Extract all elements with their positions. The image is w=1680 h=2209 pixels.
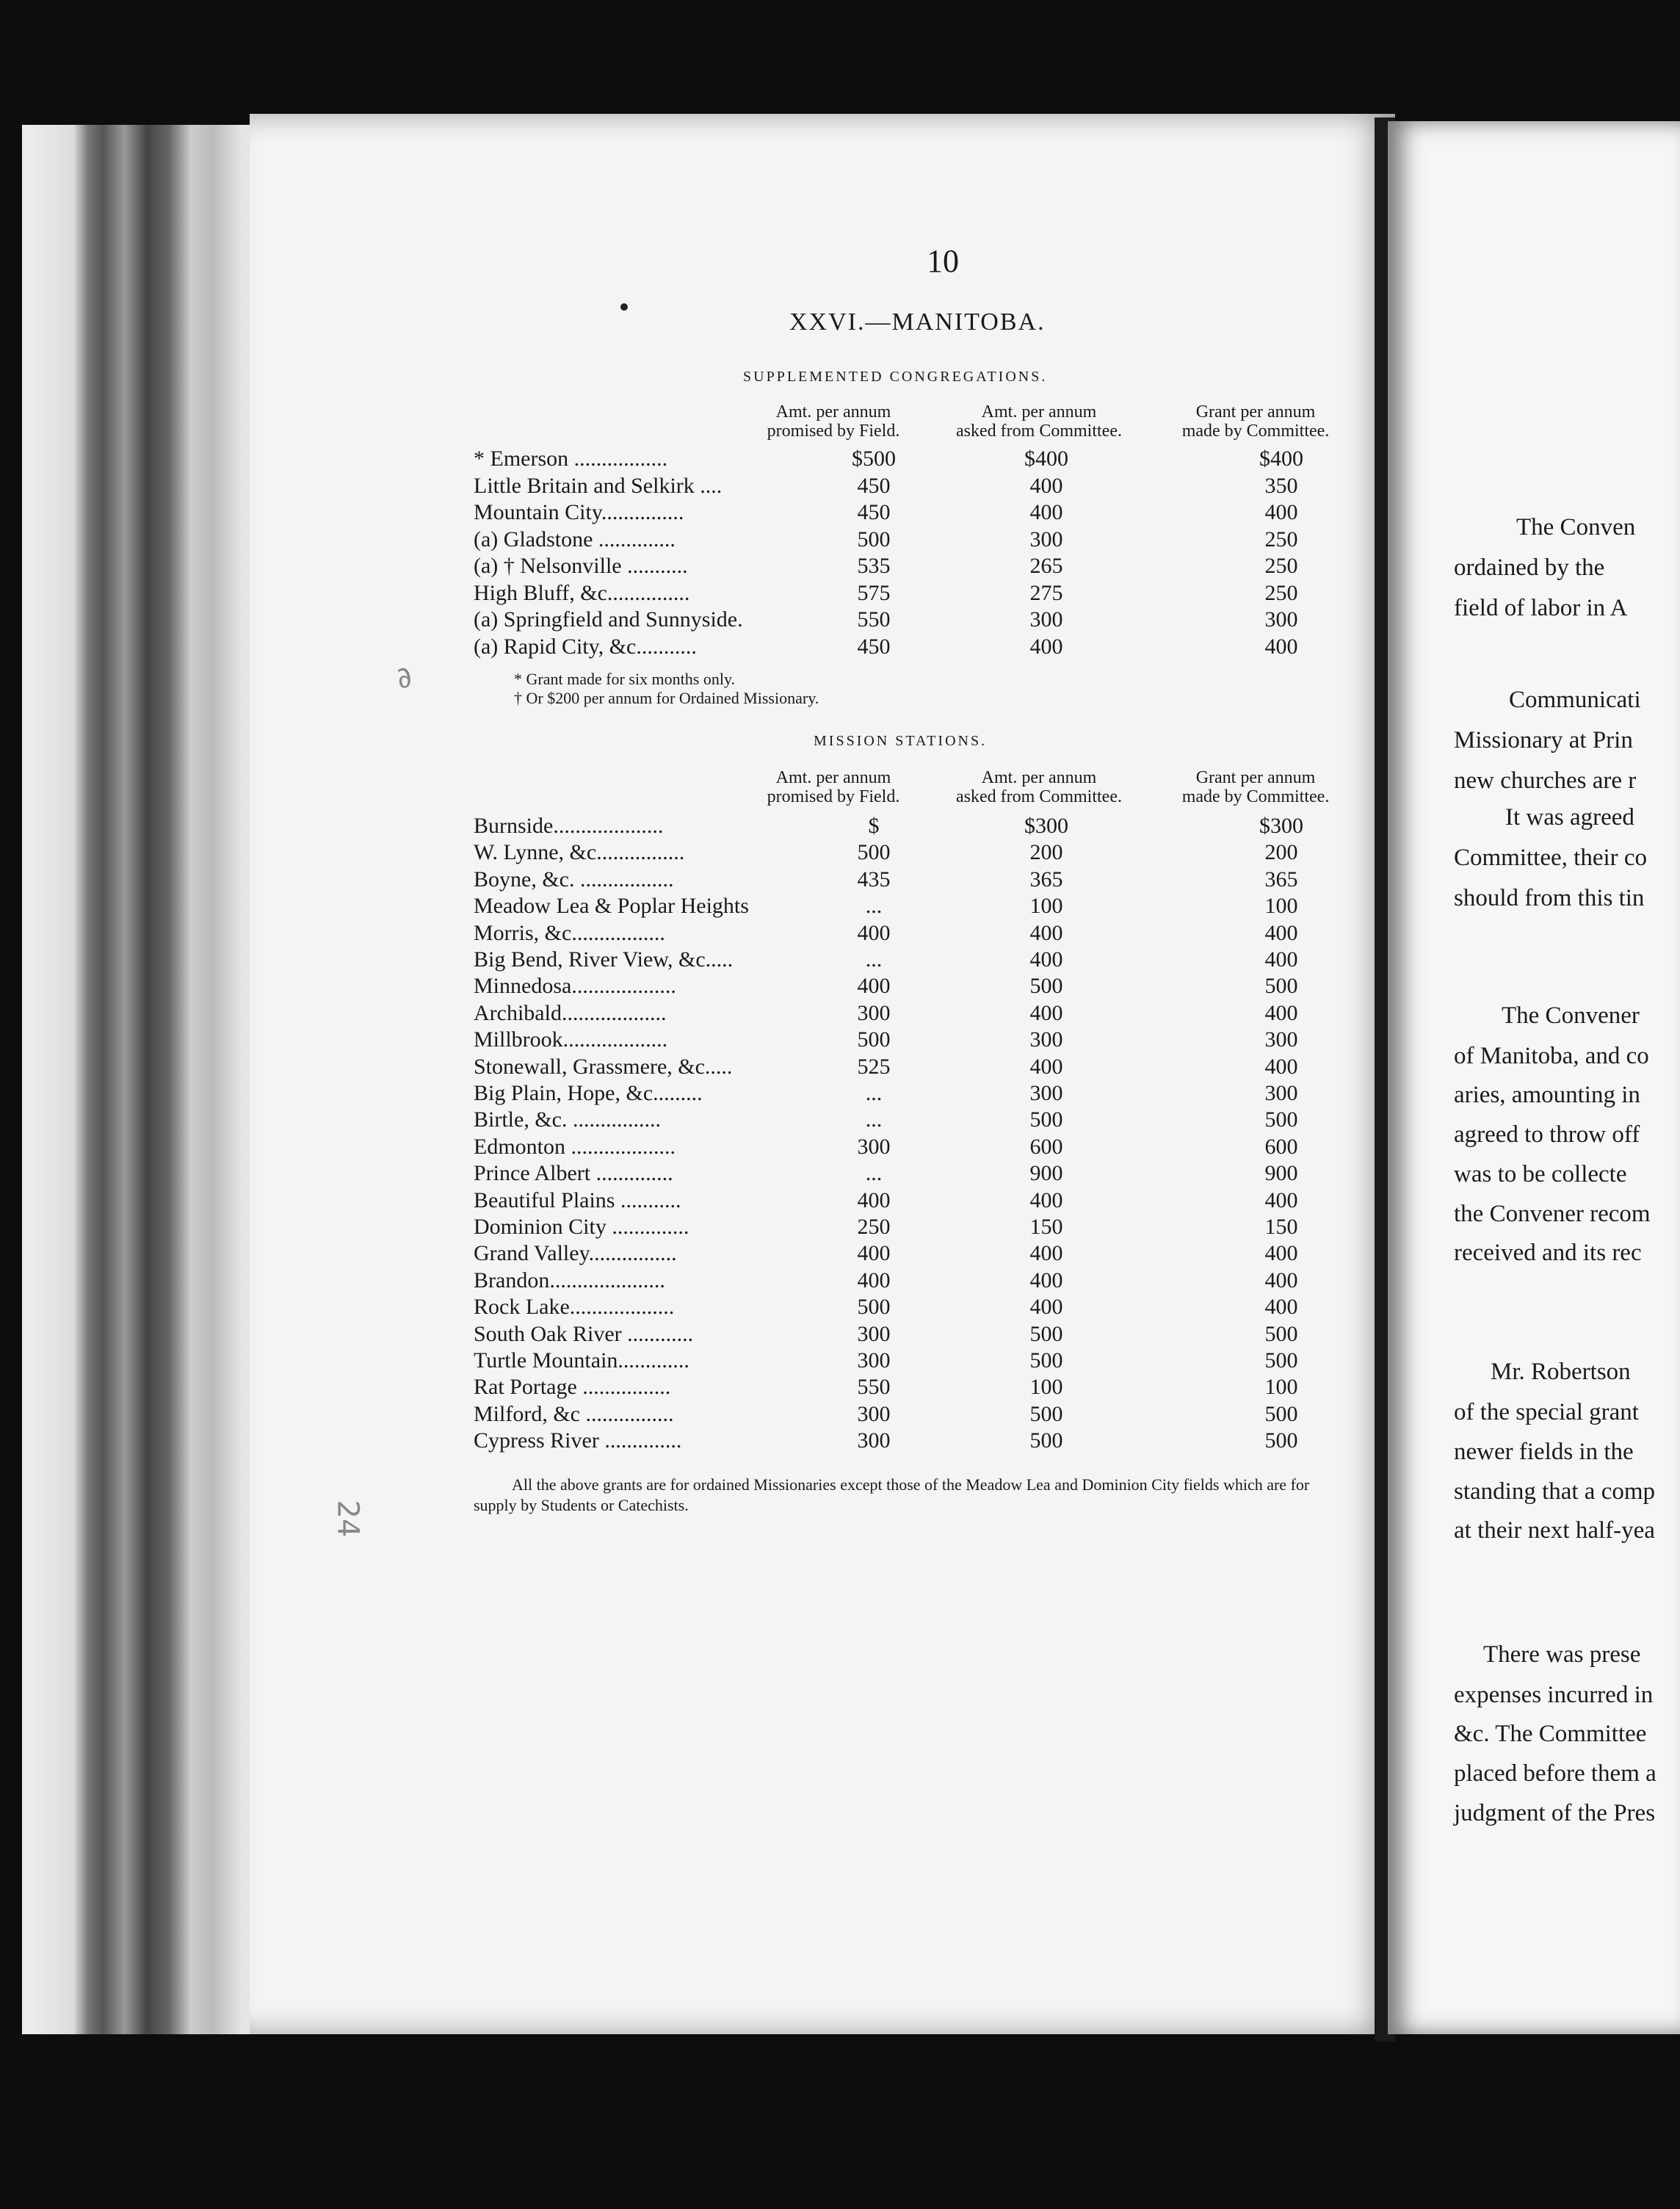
row-asked-from-committee: 400	[1029, 1054, 1063, 1079]
row-field-name: (a) Gladstone ..............	[474, 527, 676, 552]
row-promised-by-field: ...	[865, 1107, 883, 1132]
row-asked-from-committee: 365	[1029, 867, 1063, 892]
row-asked-from-committee: 200	[1029, 840, 1063, 865]
right-page-line: newer fields in the	[1454, 1439, 1634, 1465]
row-promised-by-field: 550	[857, 607, 891, 632]
row-granted-by-committee: 250	[1264, 554, 1298, 578]
row-field-name: Edmonton ...................	[474, 1134, 676, 1159]
right-page-line: aries, amounting in	[1454, 1082, 1640, 1108]
row-field-name: Rat Portage ................	[474, 1375, 671, 1400]
col-header-line: made by Committee.	[1181, 422, 1330, 441]
row-asked-from-committee: $300	[1024, 814, 1068, 838]
row-field-name: Big Plain, Hope, &c.........	[474, 1081, 703, 1105]
row-granted-by-committee: 500	[1264, 974, 1298, 999]
row-asked-from-committee: 500	[1029, 1428, 1063, 1453]
row-asked-from-committee: 275	[1029, 580, 1063, 605]
row-field-name: Rock Lake...................	[474, 1295, 675, 1320]
row-promised-by-field: 500	[857, 1295, 891, 1320]
supplemented-col3-header	[1156, 402, 1355, 441]
row-field-name: Big Bend, River View, &c.....	[474, 947, 734, 972]
footnote-asterisk: * Grant made for six months only.	[514, 670, 736, 688]
right-page-line: There was prese	[1483, 1641, 1641, 1668]
supplemented-heading: SUPPLEMENTED CONGREGATIONS.	[743, 369, 1048, 385]
col-header-line: Amt. per annum	[981, 402, 1097, 422]
row-asked-from-committee: 600	[1029, 1134, 1063, 1159]
row-granted-by-committee: 500	[1264, 1107, 1298, 1132]
row-asked-from-committee: 400	[1029, 1295, 1063, 1320]
row-granted-by-committee: 100	[1264, 1375, 1298, 1400]
row-granted-by-committee: 300	[1264, 1027, 1298, 1052]
right-page-line: Communicati	[1509, 687, 1641, 713]
row-granted-by-committee: 400	[1264, 1241, 1298, 1266]
row-asked-from-committee: 400	[1029, 1187, 1063, 1212]
ink-spot	[620, 303, 628, 311]
row-promised-by-field: 525	[857, 1054, 891, 1079]
row-asked-from-committee: 100	[1029, 1375, 1063, 1400]
row-promised-by-field: 400	[857, 1268, 891, 1292]
row-asked-from-committee: 150	[1029, 1215, 1063, 1239]
row-field-name: (a) Springfield and Sunnyside.	[474, 607, 743, 632]
col-header-line: Grant per annum	[1195, 402, 1316, 422]
row-promised-by-field: 400	[857, 1187, 891, 1212]
col-header-line: Amt. per annum	[775, 402, 891, 422]
row-field-name: Meadow Lea & Poplar Heights	[474, 894, 749, 919]
row-granted-by-committee: 900	[1264, 1161, 1298, 1186]
row-field-name: Cypress River ..............	[474, 1428, 682, 1453]
col-header-line: Grant per annum	[1195, 768, 1316, 787]
row-field-name: Brandon.....................	[474, 1268, 665, 1292]
row-promised-by-field: 400	[857, 920, 891, 945]
row-field-name: Milford, &c ................	[474, 1401, 674, 1426]
row-granted-by-committee: 300	[1264, 1081, 1298, 1105]
row-asked-from-committee: 400	[1029, 634, 1063, 659]
row-granted-by-committee: 365	[1264, 867, 1298, 892]
col-header-line: asked from Committee.	[956, 787, 1122, 806]
row-promised-by-field: 435	[857, 867, 891, 892]
col-header-line: Amt. per annum	[775, 768, 891, 787]
col-header-line: promised by Field.	[767, 422, 900, 441]
row-asked-from-committee: 400	[1029, 1268, 1063, 1292]
row-promised-by-field: 300	[857, 1428, 891, 1453]
row-granted-by-committee: 300	[1264, 607, 1298, 632]
row-field-name: W. Lynne, &c................	[474, 840, 685, 865]
row-promised-by-field: 450	[857, 473, 891, 498]
row-granted-by-committee: 350	[1264, 473, 1298, 498]
row-field-name: Grand Valley................	[474, 1241, 677, 1266]
row-asked-from-committee: $400	[1024, 446, 1068, 471]
right-page-line: received and its rec	[1454, 1240, 1642, 1266]
mission-col3-header	[1156, 768, 1355, 806]
row-field-name: Minnedosa...................	[474, 974, 676, 999]
right-page-line: at their next half-yea	[1454, 1517, 1655, 1544]
row-granted-by-committee: 400	[1264, 500, 1298, 524]
footnote-dagger: † Or $200 per annum for Ordained Missionary.	[514, 689, 819, 707]
row-promised-by-field: 400	[857, 974, 891, 999]
col-header-line: asked from Committee.	[956, 422, 1122, 441]
row-asked-from-committee: 400	[1029, 920, 1063, 945]
row-granted-by-committee: 500	[1264, 1348, 1298, 1373]
row-promised-by-field: 300	[857, 1348, 891, 1373]
row-asked-from-committee: 400	[1029, 1000, 1063, 1025]
right-page-line: &c. The Committee	[1454, 1721, 1647, 1747]
supplemented-col1-header	[742, 402, 925, 441]
row-promised-by-field: 400	[857, 1241, 891, 1266]
row-promised-by-field: 300	[857, 1401, 891, 1426]
row-granted-by-committee: 250	[1264, 527, 1298, 552]
row-promised-by-field: $	[868, 814, 880, 838]
row-field-name: Birtle, &c. ................	[474, 1107, 661, 1132]
right-page-line: of Manitoba, and co	[1454, 1043, 1649, 1069]
row-asked-from-committee: 300	[1029, 527, 1063, 552]
row-asked-from-committee: 265	[1029, 554, 1063, 578]
row-asked-from-committee: 500	[1029, 1348, 1063, 1373]
row-field-name: (a) † Nelsonville ...........	[474, 554, 688, 578]
row-asked-from-committee: 500	[1029, 1401, 1063, 1426]
row-asked-from-committee: 400	[1029, 500, 1063, 524]
row-granted-by-committee: 500	[1264, 1401, 1298, 1426]
supplemented-col2-header	[933, 402, 1145, 441]
row-granted-by-committee: 150	[1264, 1215, 1298, 1239]
right-page-line: Committee, their co	[1454, 845, 1648, 871]
row-granted-by-committee: 400	[1264, 634, 1298, 659]
row-field-name: Archibald...................	[474, 1000, 667, 1025]
right-page-line: new churches are r	[1454, 767, 1637, 794]
col-header-line: made by Committee.	[1181, 787, 1330, 806]
row-granted-by-committee: 400	[1264, 920, 1298, 945]
col-header-line: Amt. per annum	[981, 768, 1097, 787]
row-granted-by-committee: 600	[1264, 1134, 1298, 1159]
right-page-line: standing that a comp	[1454, 1478, 1656, 1505]
row-promised-by-field: 500	[857, 527, 891, 552]
row-field-name: Stonewall, Grassmere, &c.....	[474, 1054, 733, 1079]
row-granted-by-committee: $400	[1259, 446, 1303, 471]
row-field-name: (a) Rapid City, &c...........	[474, 634, 697, 659]
pencil-mark: 24	[330, 1500, 365, 1538]
right-page-line: Mr. Robertson	[1491, 1359, 1631, 1385]
row-field-name: Little Britain and Selkirk ....	[474, 473, 723, 498]
row-promised-by-field: 535	[857, 554, 891, 578]
row-field-name: Beautiful Plains ...........	[474, 1187, 681, 1212]
row-granted-by-committee: $300	[1259, 814, 1303, 838]
row-promised-by-field: ...	[865, 947, 883, 972]
row-field-name: Dominion City ..............	[474, 1215, 689, 1239]
row-asked-from-committee: 500	[1029, 1321, 1063, 1346]
row-field-name: * Emerson .................	[474, 446, 668, 471]
row-granted-by-committee: 400	[1264, 1295, 1298, 1320]
right-page-line: the Convener recom	[1454, 1201, 1651, 1227]
row-promised-by-field: 450	[857, 634, 891, 659]
row-promised-by-field: ...	[865, 1161, 883, 1186]
right-page-line: ordained by the	[1454, 554, 1605, 581]
row-promised-by-field: 500	[857, 1027, 891, 1052]
row-asked-from-committee: 400	[1029, 947, 1063, 972]
row-asked-from-committee: 300	[1029, 607, 1063, 632]
row-field-name: Burnside....................	[474, 814, 664, 838]
mission-col2-header	[933, 768, 1145, 806]
right-page-line: The Conven	[1516, 514, 1636, 540]
row-granted-by-committee: 500	[1264, 1428, 1298, 1453]
row-field-name: Morris, &c.................	[474, 920, 665, 945]
row-promised-by-field: 550	[857, 1375, 891, 1400]
right-page-line: placed before them a	[1454, 1760, 1657, 1787]
right-page-line: judgment of the Pres	[1454, 1800, 1656, 1826]
row-asked-from-committee: 100	[1029, 894, 1063, 919]
right-page-line: was to be collecte	[1454, 1161, 1627, 1187]
row-field-name: Boyne, &c. .................	[474, 867, 674, 892]
row-promised-by-field: 300	[857, 1134, 891, 1159]
row-granted-by-committee: 400	[1264, 947, 1298, 972]
right-page-line: Missionary at Prin	[1454, 727, 1633, 753]
row-field-name: Turtle Mountain.............	[474, 1348, 689, 1373]
row-field-name: South Oak River ............	[474, 1321, 694, 1346]
row-promised-by-field: 575	[857, 580, 891, 605]
row-granted-by-committee: 100	[1264, 894, 1298, 919]
row-promised-by-field: 450	[857, 500, 891, 524]
right-page-line: expenses incurred in	[1454, 1682, 1654, 1708]
row-granted-by-committee: 200	[1264, 840, 1298, 865]
page-title: XXVI.—MANITOBA.	[789, 308, 1046, 336]
right-page-line: agreed to throw off	[1454, 1121, 1640, 1148]
row-granted-by-committee: 400	[1264, 1187, 1298, 1212]
right-page-line: of the special grant	[1454, 1399, 1639, 1425]
row-promised-by-field: ...	[865, 1081, 883, 1105]
row-granted-by-committee: 250	[1264, 580, 1298, 605]
row-asked-from-committee: 400	[1029, 473, 1063, 498]
right-page-line: field of labor in A	[1454, 595, 1628, 621]
row-promised-by-field: ...	[865, 894, 883, 919]
row-granted-by-committee: 400	[1264, 1054, 1298, 1079]
right-page-line: The Convener	[1502, 1002, 1640, 1029]
row-asked-from-committee: 400	[1029, 1241, 1063, 1266]
pencil-mark: ∂	[391, 659, 417, 697]
row-field-name: Mountain City...............	[474, 500, 684, 524]
row-promised-by-field: 300	[857, 1321, 891, 1346]
row-promised-by-field: 500	[857, 840, 891, 865]
col-header-line: promised by Field.	[767, 787, 900, 806]
row-field-name: Prince Albert ..............	[474, 1161, 673, 1186]
row-granted-by-committee: 500	[1264, 1321, 1298, 1346]
row-field-name: Millbrook...................	[474, 1027, 668, 1052]
row-granted-by-committee: 400	[1264, 1000, 1298, 1025]
right-page-line: It was agreed	[1505, 804, 1634, 831]
mission-col1-header	[742, 768, 925, 806]
book-page-edges	[22, 125, 257, 2034]
row-promised-by-field: 300	[857, 1000, 891, 1025]
row-asked-from-committee: 300	[1029, 1081, 1063, 1105]
page-number: 10	[927, 243, 959, 279]
row-asked-from-committee: 500	[1029, 974, 1063, 999]
mission-heading: MISSION STATIONS.	[814, 733, 988, 749]
row-promised-by-field: $500	[852, 446, 896, 471]
row-asked-from-committee: 300	[1029, 1027, 1063, 1052]
row-field-name: High Bluff, &c...............	[474, 580, 690, 605]
row-asked-from-committee: 500	[1029, 1107, 1063, 1132]
grants-footnote: All the above grants are for ordained Missionaries except those of the Meadow Lea and Dominion City fields which are for supply by Students or Catechists.	[474, 1475, 1310, 1514]
row-granted-by-committee: 400	[1264, 1268, 1298, 1292]
row-asked-from-committee: 900	[1029, 1161, 1063, 1186]
right-page-line: should from this tin	[1454, 885, 1645, 911]
row-promised-by-field: 250	[857, 1215, 891, 1239]
